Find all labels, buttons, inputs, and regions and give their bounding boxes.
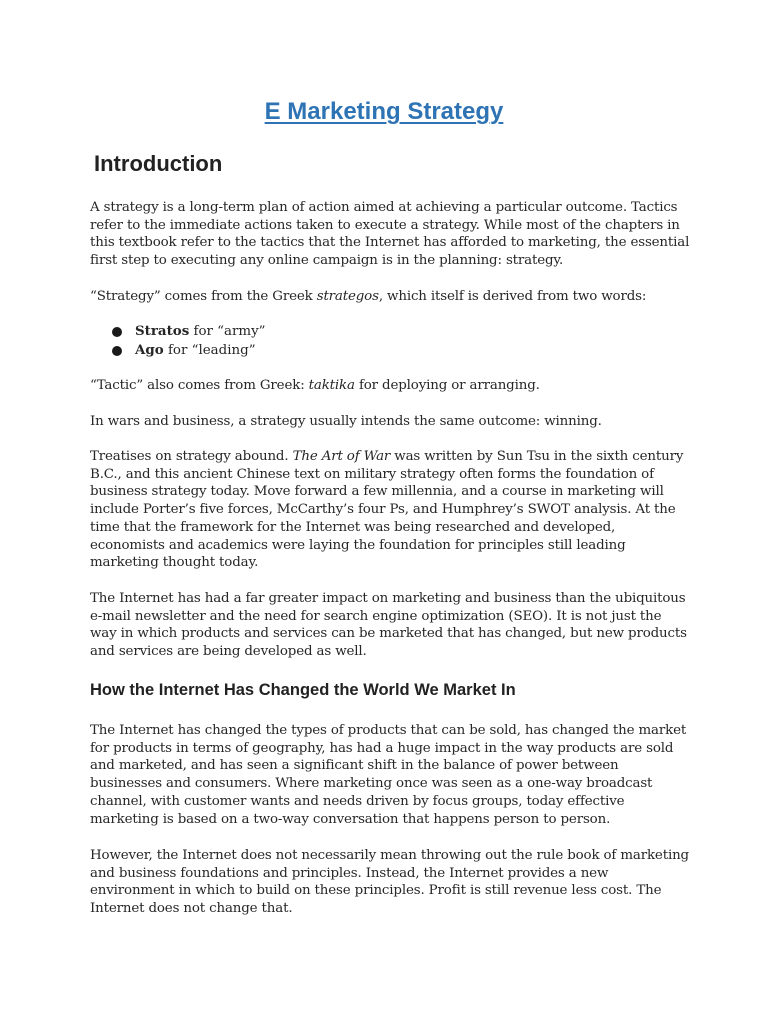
document-title-text: E Marketing Strategy bbox=[264, 98, 504, 125]
art-of-war-italic: The Art of War bbox=[292, 449, 391, 464]
treatises-text-after: was written by Sun Tsu in the sixth century B.C., and this ancient Chinese text on military strategy often forms the foundation of business strategy today. Move forward a few millennia, and a course in marketing will include Porter’s five forces, McCarthy’s four Ps, and Humphrey’s SWOT analysis. At the time that the framework for the Internet was being researched and developed, economists and academics were laying the foundation for principles still leading marketing thought today. bbox=[90, 449, 684, 571]
tactic-text-after: for deploying or arranging. bbox=[354, 378, 540, 393]
tactic-text-before: “Tactic” also comes from Greek: bbox=[90, 378, 309, 393]
bullet-dot-icon bbox=[112, 327, 122, 337]
bullet-term: Ago bbox=[135, 342, 164, 358]
bullet-list bbox=[110, 322, 266, 360]
bullet-term: Stratos bbox=[135, 323, 190, 339]
paragraph-treatises bbox=[90, 448, 690, 572]
etymology-text-before: “Strategy” comes from the Greek bbox=[90, 289, 317, 304]
treatises-text-before: Treatises on strategy abound. bbox=[90, 449, 293, 464]
list-item bbox=[110, 341, 266, 360]
etymology-text-after: , which itself is derived from two words: bbox=[378, 289, 647, 304]
paragraph-rule-book: However, the Internet does not necessarily mean throwing out the rule book of marketing and business foundations and principles. Instead, the Internet provides a new environment in which to build on these principles. Profit is still revenue less cost. The Internet does not change that. bbox=[90, 848, 689, 917]
bullet-rest: for “army” bbox=[189, 324, 266, 339]
paragraph-internet-impact: The Internet has had a far greater impact on marketing and business than the ubiquitous e-mail newsletter and the need for search engine optimization (SEO). It is not just the way in which products and services can be marketed that has changed, but new products and services are being developed as well. bbox=[90, 591, 687, 660]
list-item bbox=[110, 322, 266, 341]
paragraph-tactic-etymology bbox=[90, 377, 690, 395]
introduction-heading: Introduction bbox=[94, 151, 223, 176]
paragraph-internet-changes: The Internet has changed the types of products that can be sold, has changed the market for products in terms of geography, has had a huge impact in the way products are sold and marketed, and has seen a significant shift in the balance of power between businesses and consumers. Where marketing once was seen as a one-way broadcast channel, with customer wants and needs driven by focus groups, today effective marketing is based on a two-way conversation that happens person to person. bbox=[90, 723, 687, 827]
section-heading-internet-changed-world: How the Internet Has Changed the World We Market In bbox=[90, 681, 516, 699]
bullet-dot-icon bbox=[112, 346, 122, 356]
paragraph-wars-and-business: In wars and business, a strategy usually intends the same outcome: winning. bbox=[90, 414, 602, 429]
tactic-italic-term: taktika bbox=[308, 378, 355, 393]
document-title bbox=[0, 98, 768, 126]
etymology-italic-term: strategos bbox=[316, 289, 379, 304]
paragraph-strategy-etymology bbox=[90, 288, 690, 306]
paragraph-strategy-definition: A strategy is a long-term plan of action aimed at achieving a particular outcome. Tactics refer to the immediate actions taken to execute a strategy. While most of the chapters in this textbook refer to the tactics that the Internet has afforded to marketing, the essential first step to executing any online campaign is in the planning: strategy. bbox=[90, 200, 690, 269]
bullet-rest: for “leading” bbox=[163, 343, 256, 358]
